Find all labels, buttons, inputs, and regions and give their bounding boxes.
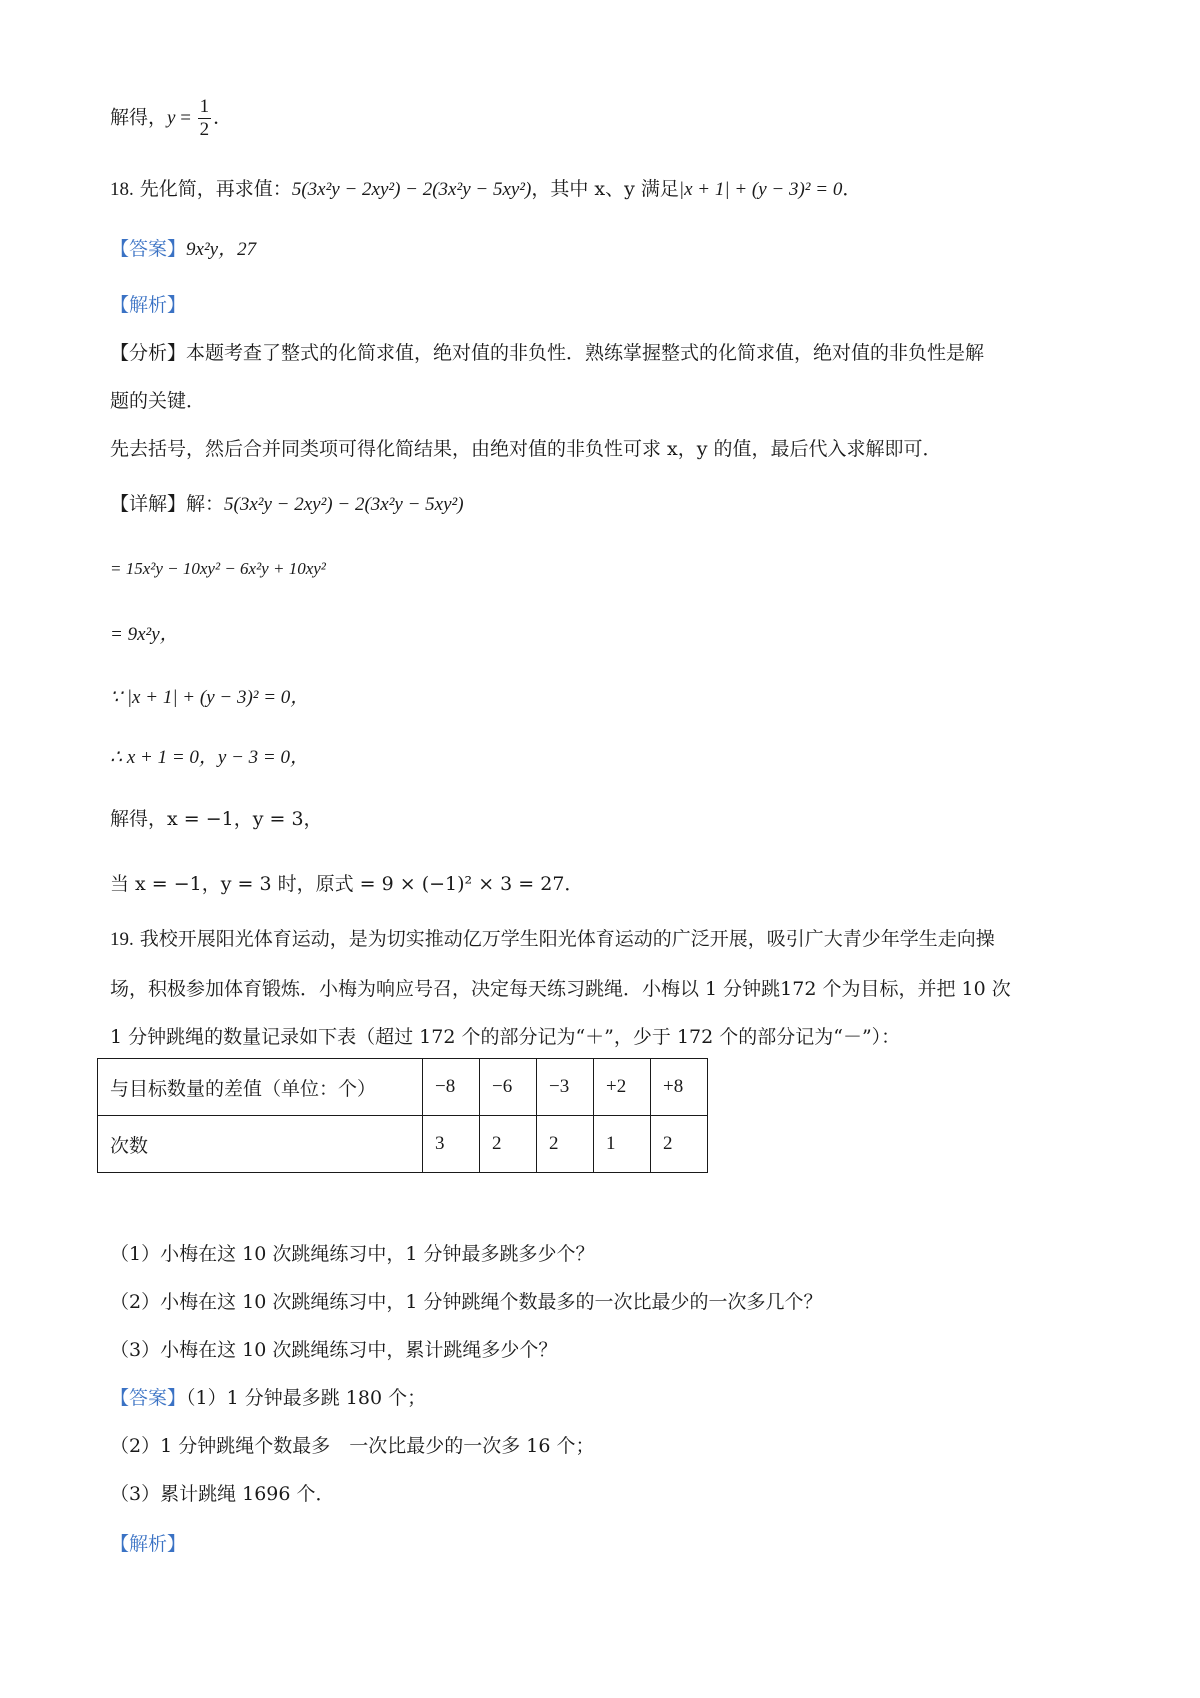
fraction	[198, 96, 212, 141]
q18-number: 18.	[110, 179, 134, 200]
q18-fenxi-line2	[110, 392, 205, 411]
fenxi-text-1: 本题考查了整式的化简求值，绝对值的非负性．熟练掌握整式的化简求值，绝对值的非负性是解	[186, 342, 985, 364]
fenxi-text-3: 先去括号，然后合并同类项可得化简结果，由绝对值的非负性可求 x，y 的值，最后代入求解即可．	[110, 438, 942, 460]
fraction-denominator: 2	[199, 118, 210, 140]
q18-answer-line	[110, 240, 256, 259]
detail-step-2: = 9x²y，	[110, 624, 179, 645]
analysis-tag: 【解析】	[110, 1533, 187, 1555]
detail-step-5: 解得，x = −1，y = 3，	[110, 808, 323, 830]
fraction-numerator: 1	[199, 96, 210, 117]
q19-answer-2: （2）1 分钟跳绳个数最多 一次比最少的一次多 16 个；	[110, 1435, 595, 1457]
table-row	[98, 1116, 708, 1173]
q19-line2: 场，积极参加体育锻炼．小梅为响应号召，决定每天练习跳绳．小梅以 1 分钟跳172 个为目标，并把 10 次	[110, 978, 1011, 1000]
table-cell: 3	[423, 1116, 480, 1173]
q18-end: ．	[842, 178, 862, 200]
table-cell: 1	[594, 1116, 651, 1173]
q19-number: 19.	[110, 929, 134, 950]
q18-text: 先化简，再求值：	[139, 178, 292, 200]
detail-start: 解：	[186, 493, 225, 515]
q19-sub-3: （3）小梅在这 10 次跳绳练习中，累计跳绳多少个？	[110, 1339, 558, 1361]
table-cell: 2	[537, 1116, 594, 1173]
table-cell: 2	[480, 1116, 537, 1173]
q19-text-1: 我校开展阳光体育运动，是为切实推动亿万学生阳光体育运动的广泛开展，吸引广大青少年学生走向操	[139, 928, 995, 950]
q18-line	[110, 180, 861, 199]
fenxi-tag: 【分析】	[110, 342, 187, 364]
q19-jiexi-line	[110, 1535, 186, 1554]
q19-line1	[110, 930, 995, 949]
q19-answer-3: （3）累计跳绳 1696 个．	[110, 1483, 335, 1505]
detail-expression: 5(3x²y − 2xy²) − 2(3x²y − 5xy²)	[224, 494, 464, 515]
detail-tag: 【详解】	[110, 493, 187, 515]
result-prefix: 解得，	[110, 106, 168, 129]
table-cell: −3	[537, 1059, 594, 1116]
q19-answer-line1	[110, 1389, 426, 1408]
answer-tag: 【答案】	[110, 238, 187, 260]
q18-expression: 5(3x²y − 2xy²) − 2(3x²y − 5xy²)	[291, 179, 532, 200]
q19-answer-1: （1）1 分钟最多跳 180 个；	[186, 1387, 427, 1409]
table-cell: 2	[651, 1116, 708, 1173]
q18-fenxi-line3	[110, 440, 942, 459]
result-eq: =	[175, 107, 196, 129]
q18-condition-prefix: ，其中 x、y 满足	[531, 178, 679, 200]
table-row	[98, 1059, 708, 1116]
q18-jiexi-line	[110, 296, 186, 315]
result-end: ．	[213, 106, 233, 129]
answer-tag: 【答案】	[110, 1387, 187, 1409]
q18-fenxi-line1	[110, 344, 984, 363]
table-header-count: 次数	[98, 1116, 423, 1173]
q19-line3: 1 分钟跳绳的数量记录如下表（超过 172 个的部分记为“＋”，少于 172 个的部分记为“－”）：	[110, 1026, 901, 1048]
q18-detail-line	[110, 495, 464, 514]
table-cell: +8	[651, 1059, 708, 1116]
detail-step-4: ∴ x + 1 = 0，y − 3 = 0，	[110, 747, 309, 768]
top-result-line	[110, 96, 232, 141]
table-cell: −8	[423, 1059, 480, 1116]
table-cell: −6	[480, 1059, 537, 1116]
q18-condition: |x + 1| + (y − 3)² = 0	[678, 179, 843, 200]
q19-sub-1: （1）小梅在这 10 次跳绳练习中，1 分钟最多跳多少个？	[110, 1243, 595, 1265]
detail-step-6: 当 x = −1，y = 3 时，原式 = 9 × (−1)² × 3 = 27．	[110, 873, 584, 895]
table-header-difference: 与目标数量的差值（单位：个）	[98, 1059, 423, 1116]
q19-sub-2: （2）小梅在这 10 次跳绳练习中，1 分钟跳绳个数最多的一次比最少的一次多几个？	[110, 1291, 823, 1313]
fenxi-text-2: 题的关键．	[110, 390, 206, 412]
q18-answer-value: 9x²y，27	[186, 239, 257, 260]
difference-table	[97, 1058, 708, 1173]
analysis-tag: 【解析】	[110, 294, 187, 316]
table-cell: +2	[594, 1059, 651, 1116]
result-var: y	[167, 107, 176, 129]
detail-step-3: ∵ |x + 1| + (y − 3)² = 0，	[110, 687, 310, 708]
detail-step-1: = 15x²y − 10xy² − 6x²y + 10xy²	[110, 559, 326, 578]
